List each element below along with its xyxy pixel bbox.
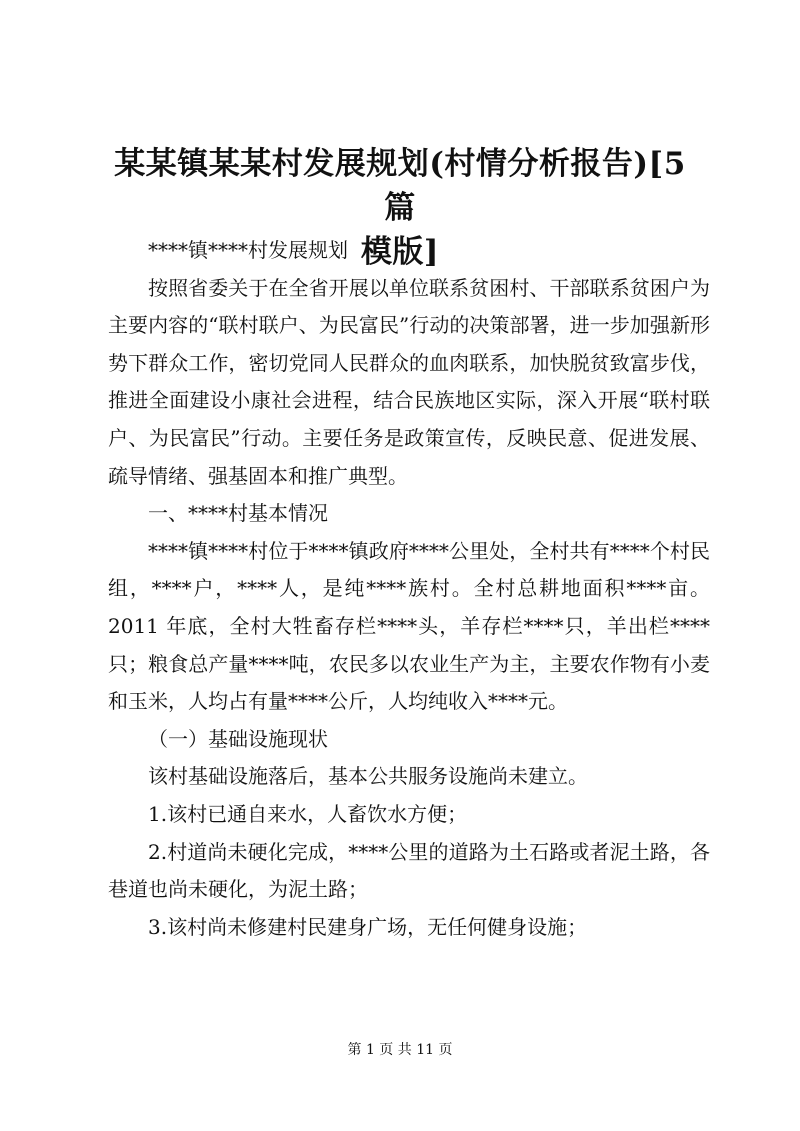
subsection-heading-infrastructure: （一）基础设施现状 <box>148 726 328 751</box>
title-line-1: 某某镇某某村发展规划(村情分析报告)[5篇 <box>114 146 686 226</box>
list-item-1: 1.该村已通自来水，人畜饮水方便； <box>148 801 468 826</box>
document-body <box>108 232 710 946</box>
plan-heading: ****镇****村发展规划 <box>148 238 348 262</box>
list-item-2: 2.村道尚未硬化完成，****公里的道路为土石路或者泥土路，各巷道也尚未硬化，为泥土路； <box>108 839 710 902</box>
paragraph-intro: 按照省委关于在全省开展以单位联系贫困村、干部联系贫困户为主要内容的“联村联户、为民富民”行动的决策部署，进一步加强新形势下群众工作，密切党同人民群众的血肉联系，加快脱贫致富步伐，推进全面建设小康社会进程，结合民族地区实际，深入开展“联村联户、为民富民”行动。主要任务是政策宣传，反映民意、促进发展、疏导情绪、强基固本和推广典型。 <box>108 275 710 488</box>
list-item-3: 3.该村尚未修建村民建身广场，无任何健身设施； <box>148 914 588 939</box>
paragraph-infrastructure: 该村基础设施落后，基本公共服务设施尚未建立。 <box>148 764 588 789</box>
paragraph-basic-situation: ****镇****村位于****镇政府****公里处，全村共有****个村民组，****户，****人，是纯****族村。全村总耕地面积****亩。2011 年底，全村大牲畜存栏****头，羊存栏****只，羊出栏****只；粮食总产量****吨，农民多以农业生产为主，主要农作物有小麦和玉米，人均占有量****公斤，人均纯收入****元。 <box>108 538 710 714</box>
page-footer: 第 1 页 共 11 页 <box>347 1042 453 1058</box>
title-line-2: 模版] <box>360 234 440 270</box>
section-heading-basic-situation: 一、****村基本情况 <box>148 501 328 526</box>
